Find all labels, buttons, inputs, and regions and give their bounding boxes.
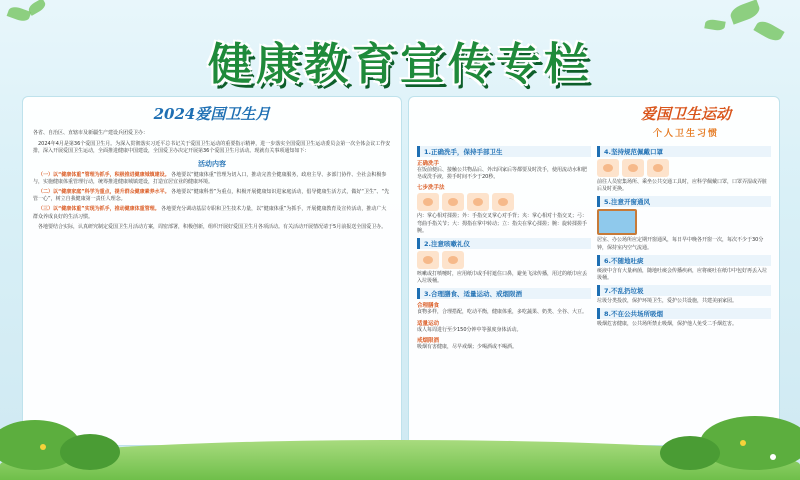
- cough-icon: [442, 251, 464, 269]
- topic-1-sub: 正确洗手: [417, 161, 440, 167]
- mask-illustrations: [597, 159, 771, 177]
- topic-4-text: 前往人员密集场所、乘坐公共交通工具时，应科学佩戴口罩，口罩弄湿或弄脏后及时更换。: [597, 179, 768, 193]
- topic-1: [417, 146, 591, 157]
- topic-3-sub1: 合理膳食: [417, 303, 440, 310]
- handwash-illustrations: [417, 193, 591, 211]
- right-panel: [408, 96, 780, 446]
- leaf-decoration: [7, 5, 32, 24]
- left-heading: 2024爱国卫生月: [153, 105, 271, 123]
- item-1-head: （一）以“健康体重”管理为抓手，积极推进健康城镇建设。: [38, 171, 170, 178]
- flower-decoration: [40, 444, 46, 450]
- item-3-head: （三）以“健康体重”实现为抓手，推动健康体重管理。: [38, 206, 160, 213]
- flower-decoration: [770, 454, 776, 460]
- topic-4-title: 4.坚持规范佩戴口罩: [597, 146, 771, 157]
- topic-1-steps: 内：掌心相对揉搓；外：手指交叉掌心对手背；夹：掌心相对十指交叉；弓：弯曲手指关节；大：拇指在掌中转动；立：指尖在掌心揉搓；腕：旋转揉搓手腕。: [417, 213, 588, 234]
- intro-text: 2024年4月是第36个爱国卫生月。为深入贯彻落实习近平总书记关于爱国卫生运动的重要指示精神，进一步落实全国爱国卫生运动委员会第一次全体会议工作安排，深入开展爱国卫生运动，全面推进健康中国建设，全国爱卫办决定开展第36个爱国卫生月活动。现就有关事项通知如下：: [33, 141, 391, 155]
- topic-3-sub2: 适量运动: [417, 320, 440, 327]
- left-panel: [22, 96, 402, 446]
- topic-5-title: 5.注意开窗通风: [597, 196, 771, 207]
- flower-decoration: [740, 440, 746, 446]
- topic-6: [597, 255, 771, 266]
- item-1: [33, 172, 391, 186]
- leaf-decoration: [27, 0, 48, 16]
- window-icon: [597, 209, 637, 235]
- cough-icon: [417, 251, 439, 269]
- topic-2-text: 咳嗽或打喷嚏时，应用纸巾或手肘遮住口鼻，避免飞沫传播，用过的纸巾应丢入垃圾桶。: [417, 271, 588, 285]
- item-2-head: （二）以“健康家庭”科学为重点，提升群众健康素养水平。: [38, 189, 170, 196]
- topic-6-title: 6.不随地吐痰: [597, 255, 771, 266]
- topic-5-text: 居室、办公场所应定期开窗通风，每日早中晚各开窗一次，每次不少于30分钟，保持室内空气流通。: [597, 237, 764, 251]
- topic-3-text1: 食物多样，合理搭配，吃动平衡，健康体重，多吃蔬果、奶类、全谷、大豆。: [417, 309, 588, 316]
- topic-4: [597, 146, 771, 157]
- right-title: 爱国卫生运动: [640, 105, 731, 123]
- topic-1-title: 1.正确洗手，保持手部卫生: [417, 146, 591, 157]
- topic-8: [597, 308, 771, 319]
- section-title: 活动内容: [198, 159, 226, 168]
- cough-illustrations: [417, 251, 591, 269]
- handwash-icon: [442, 193, 464, 211]
- topic-3-text3: 吸烟有害健康，尽早戒烟；少喝酒或不喝酒。: [417, 343, 518, 350]
- footer-text: 各地要结合实际，认真研究制定爱国卫生月活动方案，周密部署，积极创新，组织开展好爱国卫生月各项活动。有关活动开展情况请于5月前报送全国爱卫办。: [38, 223, 387, 230]
- handwash-icon: [417, 193, 439, 211]
- item-3-body: 各地要充分调动基层专职和卫生技术力量，以“健康体重”为抓手，开展健康教育及宣传活动，推动广大群众养成良好的生活习惯。: [33, 206, 387, 220]
- handwash-icon: [467, 193, 489, 211]
- topic-7-title: 7.不乱扔垃圾: [597, 285, 771, 296]
- topic-3: [417, 288, 591, 299]
- topic-5: [597, 196, 771, 207]
- topic-2-title: 2.注意咳嗽礼仪: [417, 238, 591, 249]
- topic-3-title: 3.合理膳食、适量运动、戒烟限酒: [417, 288, 591, 299]
- topic-8-title: 8.不在公共场所吸烟: [597, 308, 771, 319]
- item-2-body: 各地要以“健康科普”为重点，积极开展健康知识进家庭活动，倡导健康生活方式，做好“卫生”、“先管一心”，树立自我健康第一责任人理念。: [33, 189, 390, 203]
- poster-title: 健康教育宣传专栏: [208, 39, 592, 90]
- topic-7: [597, 285, 771, 296]
- leaf-decoration: [728, 0, 762, 25]
- bush-decoration: [660, 436, 720, 470]
- topic-3-sub3: 戒烟限酒: [417, 337, 440, 344]
- topic-1-sub2: 七步洗手法: [417, 185, 445, 192]
- item-2: [33, 189, 391, 203]
- topic-2: [417, 238, 591, 249]
- bush-decoration: [60, 434, 120, 470]
- topic-3-text2: 成人每周进行至少150分钟中等强度身体活动。: [417, 326, 522, 333]
- topic-1-text: 在饭前便后、接触公共物品后、外出回家后等都要及时洗手，使用流动水和肥皂或洗手液，搓手时间不少于20秒。: [417, 167, 588, 181]
- greeting: 各省、自治区、直辖市及新疆生产建设兵团爱卫办：: [33, 130, 149, 136]
- right-col-left: [417, 143, 591, 351]
- right-subtitle: 个人卫生习惯: [652, 129, 719, 139]
- handwash-icon: [492, 193, 514, 211]
- mask-icon: [597, 159, 619, 177]
- right-col-right: [597, 143, 771, 351]
- mask-icon: [647, 159, 669, 177]
- mask-icon: [622, 159, 644, 177]
- item-1-body: 各地要以“健康体重”管理为切入口，推动完善全健康服务，政府主导、多部门协作、全社会积极参与，实施健康体重管理行动，统筹推进健康城镇建设，打造宜居宜业的健康环境。: [33, 171, 387, 185]
- topic-8-text: 吸烟危害健康，公共场所禁止吸烟，保护他人免受二手烟危害。: [597, 321, 738, 328]
- right-header: [417, 103, 771, 143]
- topic-7-text: 垃圾分类投放，保护环境卫生，爱护公共设施，共建美丽家园。: [597, 298, 738, 305]
- topic-6-text: 痰液中含有大量病菌，随地吐痰会传播疾病，应将痰吐在纸巾中包好再丢入垃圾桶。: [597, 267, 768, 282]
- item-3: [33, 206, 391, 220]
